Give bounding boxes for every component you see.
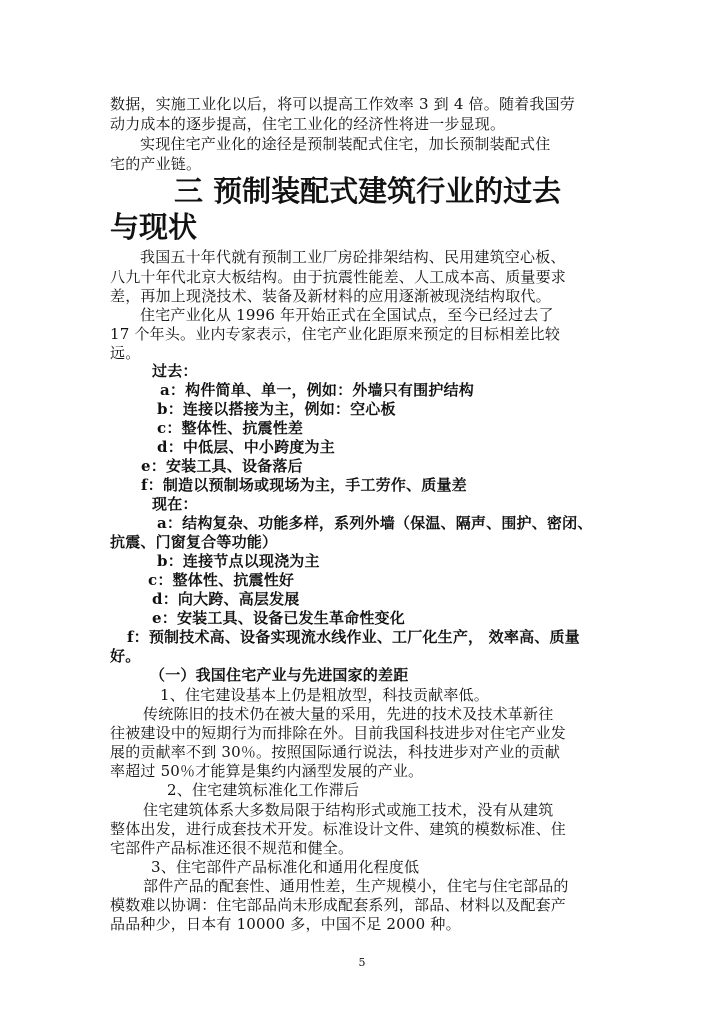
- subsection-line: 模数难以协调：住宅部品尚未形成配套系列，部品、材料以及配套产: [110, 896, 567, 914]
- past-item: e：安装工具、设备落后: [141, 457, 303, 475]
- past-item: c：整体性、抗震性差: [157, 419, 304, 437]
- past-item: b：连接以搭接为主，例如：空心板: [157, 400, 396, 418]
- page-number: 5: [358, 956, 366, 969]
- subsection-line: 部件产品的配套性、通用性差，生产规模小，住宅与住宅部品的: [143, 877, 569, 895]
- past-title: 过去：: [152, 362, 198, 380]
- past-item: a：构件简单、单一，例如：外墙只有围护结构: [160, 381, 474, 399]
- subsection-line: 往被建设中的短期行为而排除在外。目前我国科技进步对住宅产业发: [110, 724, 567, 742]
- intro-line: 八九十年代北京大板结构。由于抗震性能差、人工成本高、质量要求: [110, 268, 567, 286]
- body-line: 动力成本的逐步提高，住宅工业化的经济性将进一步显现。: [110, 115, 506, 133]
- present-item: 抗震、门窗复合等功能）: [110, 533, 278, 551]
- past-item: f：制造以预制场或现场为主，手工劳作、质量差: [141, 476, 467, 494]
- section-heading-line2: 与现状: [110, 210, 198, 244]
- subsection-line: 展的贡献率不到 30％。按照国际通行说法，科技进步对产业的贡献: [110, 743, 561, 761]
- present-title: 现在：: [152, 495, 198, 513]
- present-item: f：预制技术高、设备实现流水线作业、工厂化生产， 效率高、质量: [127, 628, 580, 646]
- present-item: c：整体性、抗震性好: [148, 571, 295, 589]
- subsection-line: 整体出发，进行成套技术开发。标准设计文件、建筑的模数标准、住: [110, 820, 567, 838]
- subsection-title: （一）我国住宅产业与先进国家的差距: [150, 666, 409, 684]
- present-item: b：连接节点以现浇为主: [157, 552, 320, 570]
- body-line: 数据，实施工业化以后，将可以提高工作效率 3 到 4 倍。随着我国劳: [110, 95, 575, 113]
- body-line: 实现住宅产业化的途径是预制装配式住宅，加长预制装配式住: [140, 135, 551, 153]
- subsection-line: 宅部件产品标准还很不规范和健全。: [110, 839, 354, 857]
- subsection-line: 住宅建筑体系大多数局限于结构形式或施工技术，没有从建筑: [143, 801, 554, 819]
- present-item: e：安装工具、设备已发生革命性变化: [152, 609, 405, 627]
- subsection-line: 传统陈旧的技术仍在被大量的采用，先进的技术及技术革新往: [143, 705, 554, 723]
- present-item: a：结构复杂、功能多样，系列外墙（保温、隔声、围护、密闭、: [157, 514, 593, 532]
- section-heading-line1: 三 预制装配式建筑行业的过去: [174, 174, 562, 208]
- present-item: d：向大跨、高层发展: [152, 590, 300, 608]
- past-item: d：中低层、中小跨度为主: [157, 438, 335, 456]
- body-line: 宅的产业链。: [110, 155, 202, 173]
- subsection-line: 品品种少，日本有 10000 多，中国不足 2000 种。: [110, 915, 461, 933]
- intro-line: 差，再加上现浇技术、装备及新材料的应用逐渐被现浇结构取代。: [110, 287, 551, 305]
- subsection-line: 率超过 50％才能算是集约内涵型发展的产业。: [110, 762, 424, 780]
- subsection-line: 1、住宅建设基本上仍是粗放型，科技贡献率低。: [160, 686, 489, 704]
- intro-line: 住宅产业化从 1996 年开始正式在全国试点，至今已经过去了: [140, 306, 554, 324]
- present-item: 好。: [110, 647, 141, 665]
- intro-line: 我国五十年代就有预制工业厂房砼排架结构、民用建筑空心板、: [140, 248, 566, 266]
- intro-line: 17 个年头。业内专家表示，住宅产业化距原来预定的目标相差比较: [110, 325, 561, 343]
- subsection-line: 3、住宅部件产品标准化和通用化程度低: [151, 858, 420, 876]
- intro-line: 远。: [110, 344, 141, 362]
- subsection-line: 2、住宅建筑标准化工作滞后: [167, 781, 360, 799]
